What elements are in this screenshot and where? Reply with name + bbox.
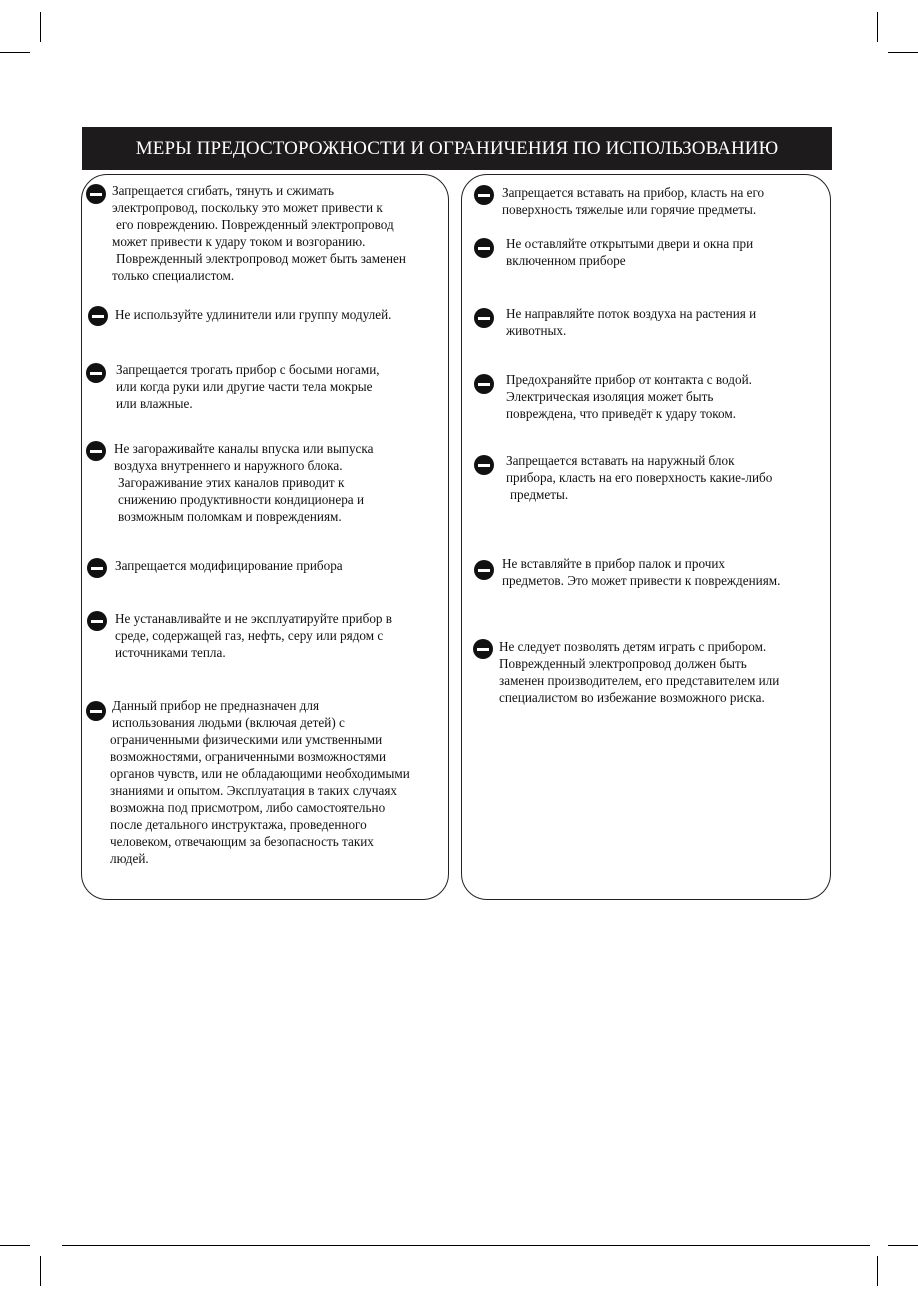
warning-line: его повреждению. Поврежденный электропровод <box>116 217 394 232</box>
no-entry-icon <box>86 701 106 721</box>
crop-mark <box>40 1256 41 1286</box>
crop-mark <box>40 12 41 42</box>
no-entry-icon <box>87 611 107 631</box>
warning-item <box>474 452 772 503</box>
no-entry-icon <box>474 455 494 475</box>
crop-mark <box>888 52 918 53</box>
warning-line: Не направляйте поток воздуха на растения и <box>506 306 757 321</box>
page-title: МЕРЫ ПРЕДОСТОРОЖНОСТИ И ОГРАНИЧЕНИЯ ПО ИСПОЛЬЗОВАНИЮ <box>82 127 832 170</box>
warning-line: или когда руки или другие части тела мокрые <box>116 379 373 394</box>
no-entry-icon <box>87 558 107 578</box>
warning-line: поверхность тяжелые или горячие предметы. <box>502 202 757 217</box>
right-warnings-panel <box>461 174 831 900</box>
warning-line: Предохраняйте прибор от контакта с водой. <box>506 372 752 387</box>
warning-line: или влажные. <box>116 396 193 411</box>
crop-mark <box>0 1245 30 1246</box>
warning-line: использования людьми (включая детей) с <box>112 715 345 730</box>
warning-line: электропровод, поскольку это может привести к <box>112 200 383 215</box>
warning-line: знаниями и опытом. Эксплуатация в таких случаях <box>110 783 398 798</box>
crop-mark <box>0 52 30 53</box>
crop-mark <box>877 12 878 42</box>
no-entry-icon <box>474 308 494 328</box>
warning-line: специалистом во избежание возможного риска. <box>499 690 765 705</box>
warning-line: Не следует позволять детям играть с прибором. <box>499 639 767 654</box>
warning-line: Данный прибор не предназначен для <box>112 698 320 713</box>
warning-line: только специалистом. <box>112 268 235 283</box>
warning-item <box>474 235 753 269</box>
warning-line: Запрещается вставать на прибор, класть на его <box>502 185 765 200</box>
warning-item <box>474 555 780 589</box>
warning-line: источниками тепла. <box>115 645 226 660</box>
warning-line: Не оставляйте открытыми двери и окна при <box>506 236 754 251</box>
warning-line: предметов. Это может привести к повреждениям. <box>502 573 781 588</box>
no-entry-icon <box>473 639 493 659</box>
warning-item <box>87 610 392 661</box>
warning-item <box>474 371 752 422</box>
warning-line: возможным поломкам и повреждениям. <box>118 509 342 524</box>
crop-mark <box>888 1245 918 1246</box>
warning-line: Не устанавливайте и не эксплуатируйте прибор в <box>115 611 393 626</box>
warning-line: возможностями, ограниченными возможностями <box>110 749 387 764</box>
warning-item <box>86 440 373 525</box>
warning-line: Поврежденный электропровод может быть заменен <box>116 251 406 266</box>
warning-item <box>473 638 779 706</box>
no-entry-icon <box>86 441 106 461</box>
warning-line: Не используйте удлинители или группу модулей. <box>115 307 392 322</box>
no-entry-icon <box>474 560 494 580</box>
warning-item <box>86 697 410 867</box>
warning-line: заменен производителем, его представителем или <box>499 673 780 688</box>
warning-item <box>86 361 380 412</box>
warning-line: снижению продуктивности кондиционера и <box>118 492 364 507</box>
warning-line: животных. <box>506 323 567 338</box>
warning-item <box>88 306 391 323</box>
warning-item <box>86 182 406 284</box>
warning-line: человеком, отвечающим за безопасность таких <box>110 834 374 849</box>
warning-line: Запрещается сгибать, тянуть и сжимать <box>112 183 335 198</box>
warning-line: ограниченными физическими или умственными <box>110 732 383 747</box>
warning-line: среде, содержащей газ, нефть, серу или рядом с <box>115 628 384 643</box>
no-entry-icon <box>86 184 106 204</box>
warning-item <box>474 305 756 339</box>
warning-line: Не вставляйте в прибор палок и прочих <box>502 556 725 571</box>
warning-line: включенном приборе <box>506 253 626 268</box>
warning-line: Поврежденный электропровод должен быть <box>499 656 747 671</box>
crop-mark <box>877 1256 878 1286</box>
no-entry-icon <box>88 306 108 326</box>
no-entry-icon <box>86 363 106 383</box>
warning-line: после детального инструктажа, проведенного <box>110 817 367 832</box>
warning-line: предметы. <box>510 487 569 502</box>
warning-line: людей. <box>110 851 149 866</box>
warning-line: Не загораживайте каналы впуска или выпуска <box>114 441 374 456</box>
footer-rule <box>62 1245 870 1246</box>
warning-line: органов чувств, или не обладающими необходимыми <box>110 766 410 781</box>
warning-item <box>474 184 764 218</box>
warning-line: Запрещается вставать на наружный блок <box>506 453 735 468</box>
warning-line: возможна под присмотром, либо самостоятельно <box>110 800 386 815</box>
warning-line: Запрещается трогать прибор с босыми ногами, <box>116 362 380 377</box>
no-entry-icon <box>474 185 494 205</box>
warning-line: Запрещается модифицирование прибора <box>115 558 343 573</box>
warning-line: может привести к удару током и возгоранию. <box>112 234 366 249</box>
warning-line: Электрическая изоляция может быть <box>506 389 714 404</box>
warning-line: воздуха внутреннего и наружного блока. <box>114 458 343 473</box>
no-entry-icon <box>474 374 494 394</box>
no-entry-icon <box>474 238 494 258</box>
warning-line: прибора, класть на его поверхность какие-либо <box>506 470 773 485</box>
warning-line: Загораживание этих каналов приводит к <box>118 475 345 490</box>
warning-line: повреждена, что приведёт к удару током. <box>506 406 737 421</box>
warning-item <box>87 557 343 574</box>
